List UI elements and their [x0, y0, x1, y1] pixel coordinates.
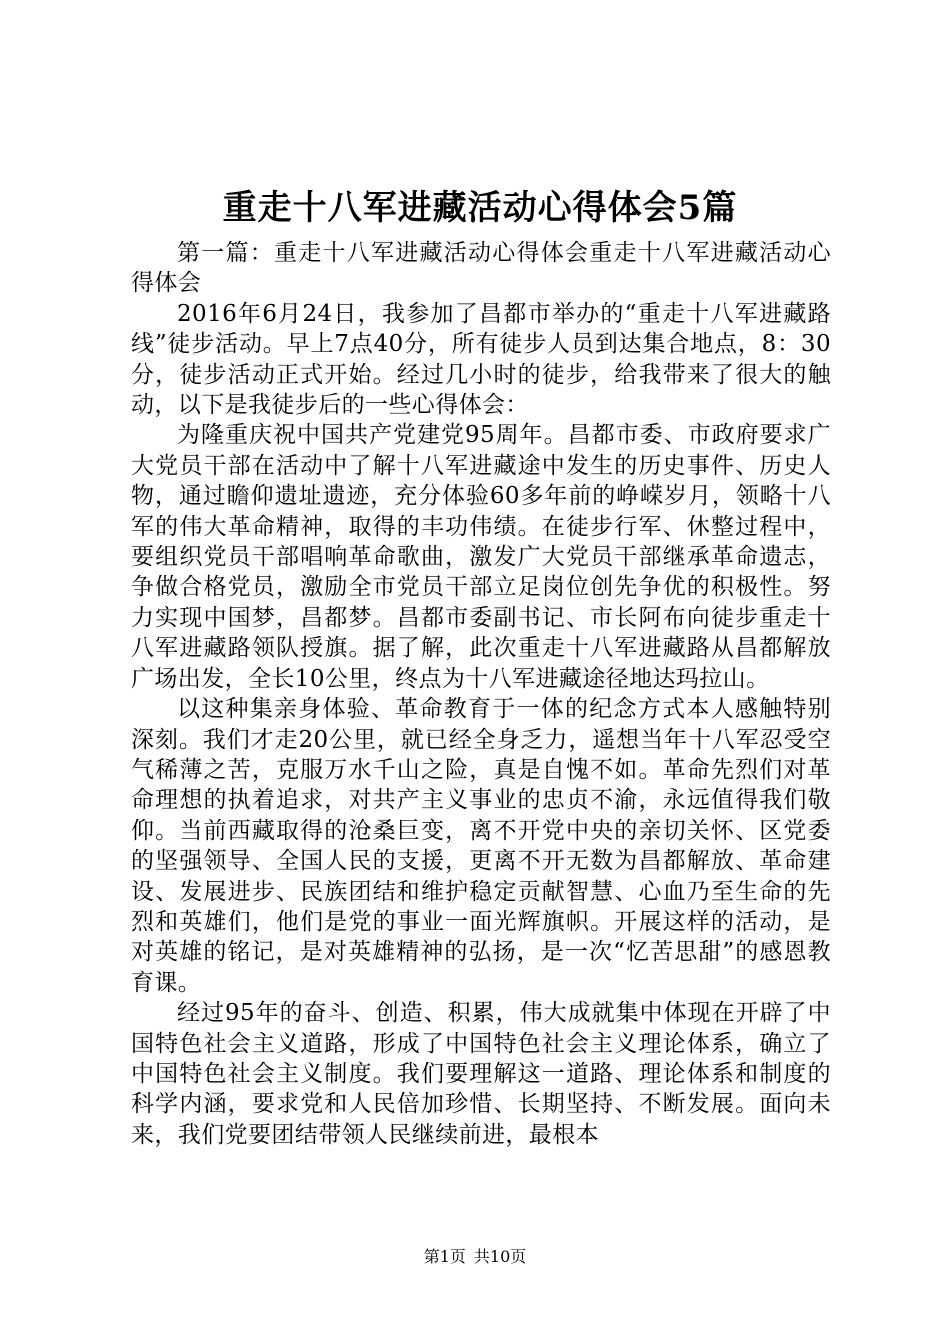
paragraph-1: 第一篇：重走十八军进藏活动心得体会重走十八军进藏活动心得体会: [131, 240, 831, 297]
page-footer: [0, 1247, 950, 1267]
page-title: 重走十八军进藏活动心得体会5篇: [222, 188, 738, 228]
document-body: [131, 238, 831, 1150]
page-total: 共10页: [473, 1247, 527, 1266]
paragraph-5: 经过95年的奋斗、创造、积累，伟大成就集中体现在开辟了中国特色社会主义道路，形成了中国特色社会主义理论体系，确立了中国特色社会主义制度。我们要理解这一道路、理论体系和制度的科学内涵，要求党和人民倍加珍惜、长期坚持、不断发展。面向未来，我们党要团结带领人民继续前进，最根本: [131, 1000, 831, 1148]
paragraph-4: 以这种集亲身体验、革命教育于一体的纪念方式本人感触特别深刻。我们才走20公里，就已经全身乏力，遥想当年十八军忍受空气稀薄之苦，克服万水千山之险，真是自愧不如。革命先烈们对革命理想的执着追求，对共产主义事业的忠贞不渝，永远值得我们敬仰。当前西藏取得的沧桑巨变，离不开党中央的亲切关怀、区党委的坚强领导、全国人民的支援，更离不开无数为昌都解放、革命建设、发展进步、民族团结和维护稳定贡献智慧、心血乃至生命的先烈和英雄们，他们是党的事业一面光辉旗帜。开展这样的活动，是对英雄的铭记，是对英雄精神的弘扬，是一次“忆苦思甜”的感恩教育课。: [131, 696, 831, 996]
page-number: 第1页: [423, 1247, 466, 1266]
paragraph-2: 2016年6月24日，我参加了昌都市举办的“重走十八军进藏路线”徒步活动。早上7点40分，所有徒步人员到达集合地点，8：30分，徒步活动正式开始。经过几小时的徒步，给我带来了很大的触动，以下是我徒步后的一些心得体会：: [131, 300, 831, 419]
paragraph-3: 为隆重庆祝中国共产党建党95周年。昌都市委、市政府要求广大党员干部在活动中了解十八军进藏途中发生的历史事件、历史人物，通过瞻仰遗址遗迹，充分体验60多年前的峥嵘岁月，领略十八军的伟大革命精神，取得的丰功伟绩。在徒步行军、休整过程中，要组织党员干部唱响革命歌曲，激发广大党员干部继承革命遗志，争做合格党员，激励全市党员干部立足岗位创先争优的积极性。努力实现中国梦，昌都梦。昌都市委副书记、市长阿布向徒步重走十八军进藏路领队授旗。据了解，此次重走十八军进藏路从昌都解放广场出发，全长10公里，终点为十八军进藏途径地达玛拉山。: [131, 422, 831, 692]
